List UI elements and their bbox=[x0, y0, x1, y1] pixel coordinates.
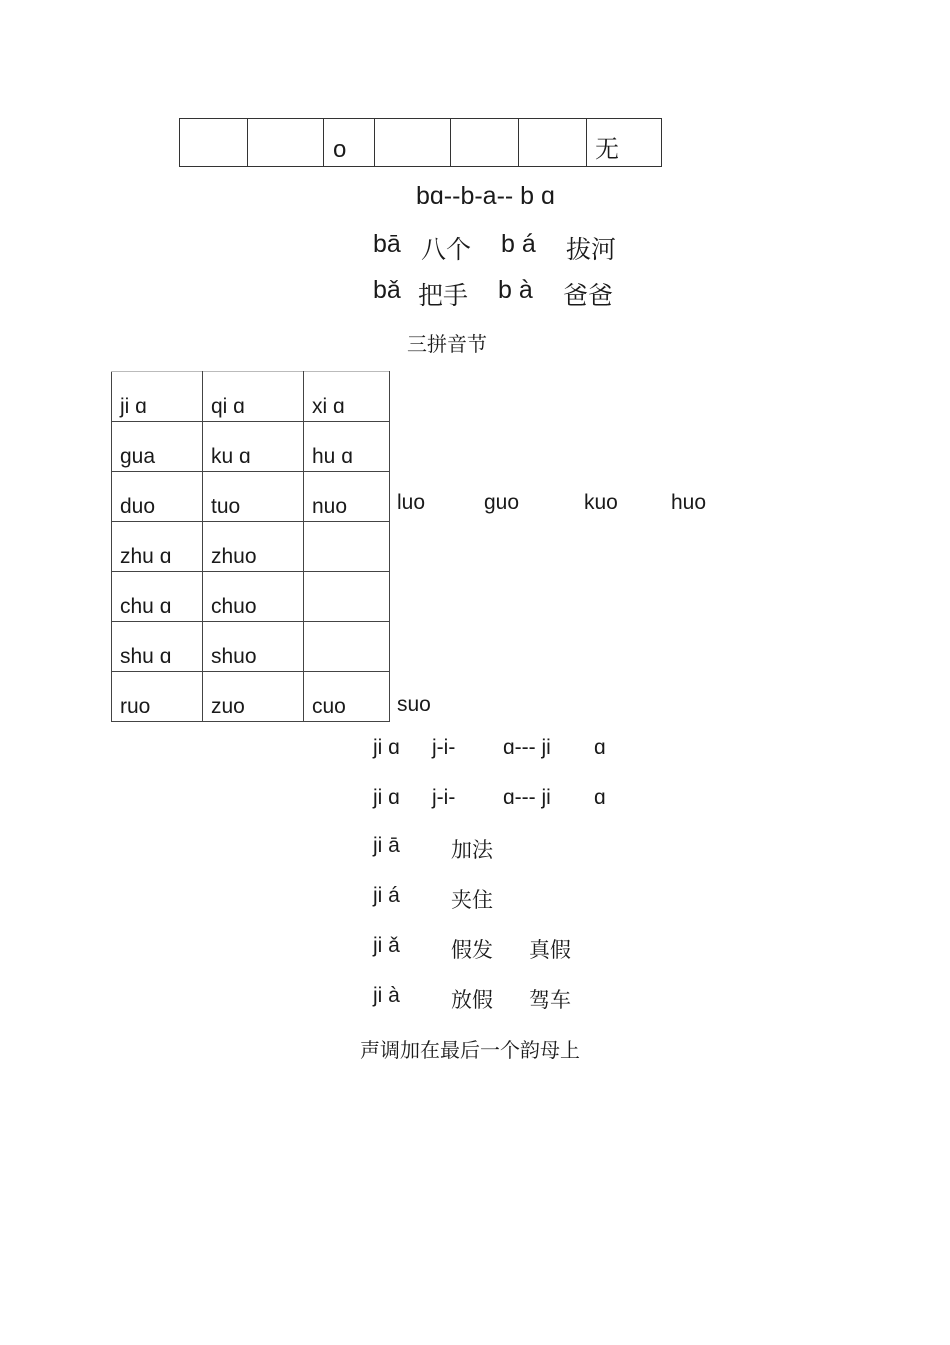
grid-cell: zhu ɑ bbox=[112, 522, 203, 572]
grid-cell bbox=[304, 522, 390, 572]
ba-syllable: bā bbox=[373, 230, 401, 258]
ba-word: 把手 bbox=[418, 281, 469, 310]
box-cell bbox=[248, 119, 324, 166]
jia-part: ji ɑ bbox=[373, 736, 400, 759]
jia-word: 加法 bbox=[451, 838, 493, 862]
jia-part: ɑ--- ji bbox=[503, 736, 551, 759]
row7-extra-syllable: suo bbox=[397, 693, 431, 716]
grid-cell: nuo bbox=[304, 472, 390, 522]
ba-word: 八个 bbox=[421, 235, 472, 264]
jia-syllable: ji à bbox=[373, 984, 400, 1007]
table-row bbox=[112, 472, 390, 522]
syllable-grid bbox=[111, 371, 390, 722]
row3-extra-syllable: kuo bbox=[584, 491, 618, 514]
grid-cell: shu ɑ bbox=[112, 622, 203, 672]
jia-part: j-i- bbox=[432, 786, 456, 809]
box-cell bbox=[519, 119, 587, 166]
table-row bbox=[112, 672, 390, 722]
top-box-row bbox=[179, 118, 662, 167]
ba-spelling: bɑ--b-a-- b ɑ bbox=[416, 182, 555, 210]
jia-syllable: ji ā bbox=[373, 834, 400, 857]
grid-cell: zhuo bbox=[203, 522, 304, 572]
grid-cell: ku ɑ bbox=[203, 422, 304, 472]
grid-cell: ji ɑ bbox=[112, 372, 203, 422]
jia-word: 驾车 bbox=[529, 988, 571, 1012]
ba-tone-line-1 bbox=[373, 230, 633, 264]
grid-cell bbox=[304, 622, 390, 672]
row3-extra-syllable: huo bbox=[671, 491, 707, 514]
grid-cell: qi ɑ bbox=[203, 372, 304, 422]
table-row bbox=[112, 572, 390, 622]
jia-part: j-i- bbox=[432, 736, 456, 759]
grid-cell: chu ɑ bbox=[112, 572, 203, 622]
grid-cell: chuo bbox=[203, 572, 304, 622]
row3-extra-syllable: luo bbox=[397, 491, 426, 514]
jia-syllable: ji á bbox=[373, 884, 400, 907]
box-text: 无 bbox=[595, 135, 619, 163]
table-row bbox=[112, 372, 390, 422]
ba-tone-line-2 bbox=[373, 276, 633, 310]
jia-syllable: ji ǎ bbox=[373, 934, 400, 957]
row3-extra-syllable: ɡuo bbox=[484, 491, 520, 514]
jia-part: ɑ bbox=[594, 786, 606, 809]
box-cell bbox=[375, 119, 451, 166]
jia-part: ji ɑ bbox=[373, 786, 400, 809]
table-row bbox=[112, 622, 390, 672]
jia-word: 真假 bbox=[529, 938, 571, 962]
grid-cell: hu ɑ bbox=[304, 422, 390, 472]
box-cell bbox=[324, 119, 375, 166]
grid-cell: shuo bbox=[203, 622, 304, 672]
table-row bbox=[112, 522, 390, 572]
box-cell bbox=[587, 119, 661, 166]
ba-word: 爸爸 bbox=[563, 281, 614, 310]
section-title: 三拼音节 bbox=[407, 332, 487, 356]
box-cell bbox=[451, 119, 519, 166]
jia-word: 夹住 bbox=[451, 888, 493, 912]
box-cell bbox=[180, 119, 248, 166]
ba-syllable: b à bbox=[498, 276, 533, 304]
box-text: o bbox=[333, 136, 347, 163]
grid-cell bbox=[304, 572, 390, 622]
grid-cell: ruo bbox=[112, 672, 203, 722]
grid-cell: tuo bbox=[203, 472, 304, 522]
grid-cell: zuo bbox=[203, 672, 304, 722]
table-row bbox=[112, 422, 390, 472]
jia-word: 假发 bbox=[451, 938, 493, 962]
jia-part: ɑ--- ji bbox=[503, 786, 551, 809]
tone-rule-note: 声调加在最后一个韵母上 bbox=[360, 1038, 580, 1062]
grid-cell: duo bbox=[112, 472, 203, 522]
jia-part: ɑ bbox=[594, 736, 606, 759]
ba-syllable: b á bbox=[501, 230, 536, 258]
ba-word: 拔河 bbox=[566, 235, 617, 264]
grid-cell: ɡua bbox=[112, 422, 203, 472]
jia-word: 放假 bbox=[451, 988, 493, 1012]
grid-cell: cuo bbox=[304, 672, 390, 722]
ba-syllable: bǎ bbox=[373, 276, 401, 304]
grid-cell: xi ɑ bbox=[304, 372, 390, 422]
